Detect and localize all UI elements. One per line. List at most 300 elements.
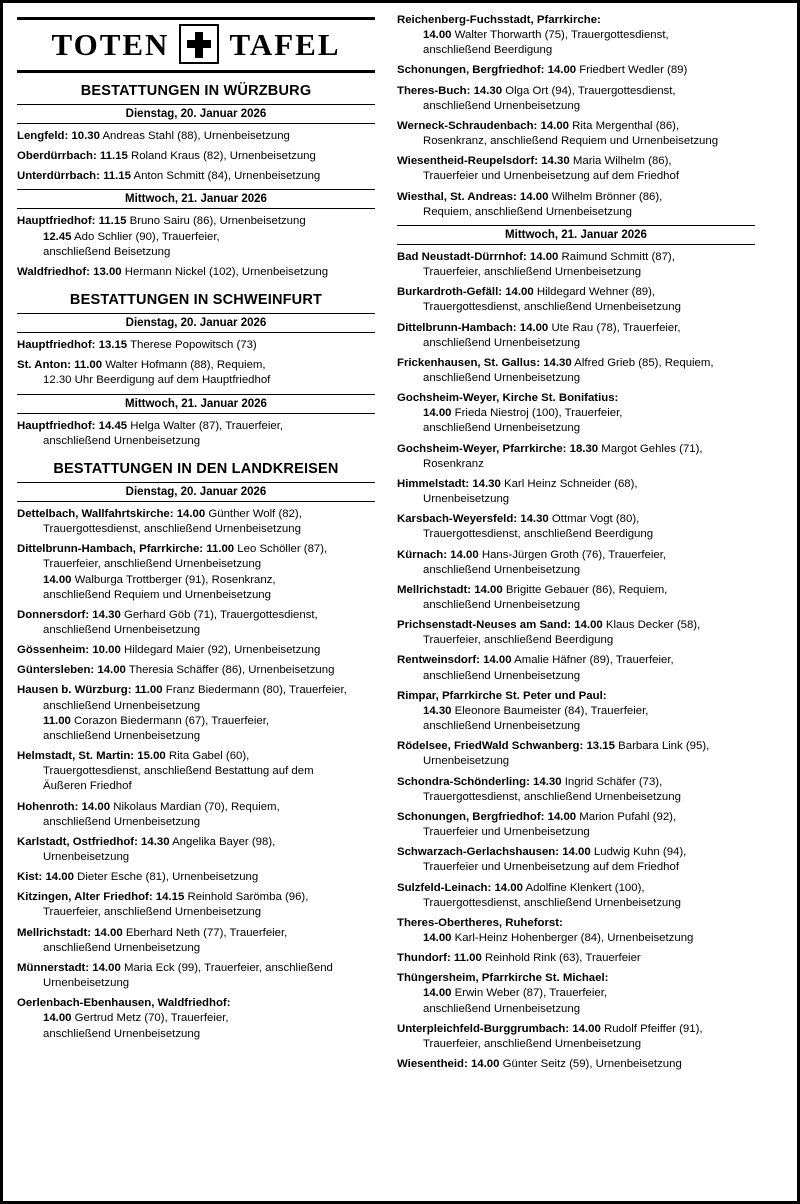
entry-time: 11.00 xyxy=(43,714,71,727)
entry-place-time: Waldfriedhof: 13.00 xyxy=(17,265,122,278)
entry-detail: Trauerfeier, anschließend Urnenbeisetzung xyxy=(43,906,262,919)
entry-detail: Trauergottesdienst, anschließend Urnenbeisetzung xyxy=(423,896,681,909)
entry-detail: Adolfine Klenkert (100), xyxy=(522,881,645,894)
entry-detail: Marion Pufahl (92), xyxy=(576,810,677,823)
entry-line xyxy=(17,245,375,260)
entry-detail: Urnenbeisetzung xyxy=(43,851,130,863)
entry-detail: Ottmar Vogt (80), xyxy=(548,513,640,526)
funeral-entry xyxy=(17,835,375,865)
entry-detail: Trauergottesdienst, anschließend Urnenbeisetzung xyxy=(423,790,681,803)
entry-detail: 12.30 Uhr Beerdigung auf dem Hauptfriedhof xyxy=(43,374,271,387)
entry-detail: Hildegard Maier (92), Urnenbeisetzung xyxy=(120,644,321,657)
entry-detail: Anton Schmitt (84), Urnenbeisetzung xyxy=(130,170,321,183)
entry-line xyxy=(17,434,375,449)
funeral-entry xyxy=(397,583,755,613)
entry-line xyxy=(397,618,755,633)
entry-detail: anschließend Urnenbeisetzung xyxy=(423,563,581,576)
entry-detail: Urnenbeisetzung xyxy=(423,755,510,768)
entry-line xyxy=(17,961,375,976)
entry-line xyxy=(17,214,375,229)
entry-line xyxy=(17,996,375,1011)
entry-line xyxy=(397,119,755,134)
funeral-entry xyxy=(397,845,755,875)
funeral-entry xyxy=(17,890,375,920)
entry-line xyxy=(17,890,375,905)
entry-line xyxy=(397,719,755,734)
entry-line xyxy=(397,13,755,28)
entry-place-time: Karsbach-Weyersfeld: 14.30 xyxy=(397,513,549,526)
entry-line xyxy=(397,28,755,43)
entry-detail: Gertrud Metz (70), Trauerfeier, xyxy=(71,1012,229,1025)
funeral-entry xyxy=(397,84,755,114)
entry-detail: Hermann Nickel (102), Urnenbeisetzung xyxy=(121,265,329,278)
entry-line xyxy=(397,512,755,527)
entry-detail: Eberhard Neth (77), Trauerfeier, xyxy=(122,926,288,939)
entry-line xyxy=(397,669,755,684)
entry-place-time: Mellrichstadt: 14.00 xyxy=(17,926,123,939)
entry-line xyxy=(17,941,375,956)
entry-line xyxy=(397,285,755,300)
entry-place-time: Thüngersheim, Pfarrkirche St. Michael: xyxy=(397,972,609,985)
entry-place-time: Güntersleben: 14.00 xyxy=(17,664,126,677)
entry-line xyxy=(17,683,375,698)
entry-line xyxy=(397,321,755,336)
entry-detail: anschließend Urnenbeisetzung xyxy=(43,623,201,636)
entry-detail: Bruno Sairu (86), Urnenbeisetzung xyxy=(126,215,306,228)
entry-detail: Trauergottesdienst, anschließend Urnenbeisetzung xyxy=(43,523,301,536)
masthead-left-word: TOTEN xyxy=(51,26,170,62)
funeral-entry xyxy=(17,129,375,144)
entry-place-time: Hohenroth: 14.00 xyxy=(17,800,111,813)
section-heading: BESTATTUNGEN IN SCHWEINFURT xyxy=(69,292,323,309)
entry-place-time: Wiesthal, St. Andreas: 14.00 xyxy=(397,190,549,203)
entry-detail: Trauerfeier, anschließend Urnenbeisetzung xyxy=(423,1037,642,1050)
entry-time: 14.00 xyxy=(43,573,72,586)
entry-line xyxy=(17,714,375,729)
entry-detail: Gerhard Göb (71), Trauergottesdienst, xyxy=(120,608,318,621)
left-column xyxy=(17,13,375,1195)
entry-place-time: Dettelbach, Wallfahrtskirche: 14.00 xyxy=(17,507,206,520)
entry-detail: anschließend Urnenbeisetzung xyxy=(43,699,201,712)
funeral-entry xyxy=(17,608,375,638)
entry-detail: anschließend Urnenbeisetzung xyxy=(423,599,581,611)
entry-place-time: Hauptfriedhof: 14.45 xyxy=(17,419,128,432)
funeral-entry xyxy=(397,190,755,220)
entry-detail: Rosenkranz xyxy=(423,457,484,470)
entry-line xyxy=(397,336,755,351)
entry-detail: Erwin Weber (87), Trauerfeier, xyxy=(451,987,608,1000)
entry-place-time: Lengfeld: 10.30 xyxy=(17,130,100,142)
funeral-entry xyxy=(17,265,375,280)
entry-line xyxy=(397,43,755,58)
entry-line xyxy=(397,154,755,169)
entry-line xyxy=(17,358,375,373)
entry-line xyxy=(17,905,375,920)
funeral-entry xyxy=(17,926,375,956)
funeral-entry xyxy=(17,214,375,259)
entry-detail: anschließend Urnenbeisetzung xyxy=(43,815,201,828)
funeral-entry xyxy=(397,13,755,58)
entry-line xyxy=(17,608,375,623)
funeral-entry xyxy=(17,338,375,353)
section-heading: BESTATTUNGEN IN WÜRZBURG xyxy=(80,83,312,99)
funeral-entry xyxy=(397,1057,755,1072)
entry-detail: Wilhelm Brönner (86), xyxy=(548,190,663,203)
entry-detail: Amalie Häfner (89), Trauerfeier, xyxy=(511,654,674,667)
funeral-entry xyxy=(397,810,755,840)
entry-detail: Eleonore Baumeister (84), Trauerfeier, xyxy=(451,704,649,717)
funeral-entry xyxy=(397,154,755,184)
entry-place-time: St. Anton: 11.00 xyxy=(17,359,103,372)
funeral-entry xyxy=(397,250,755,280)
entry-line xyxy=(17,779,375,794)
entry-place-time: Gochsheim-Weyer, Kirche St. Bonifatius: xyxy=(397,392,619,405)
entry-line xyxy=(397,457,755,472)
entry-place-time: Bad Neustadt-Dürrnhof: 14.00 xyxy=(397,250,559,263)
funeral-entry xyxy=(17,507,375,537)
entry-detail: Ingrid Schäfer (73), xyxy=(561,775,663,788)
entry-line xyxy=(17,557,375,572)
funeral-entry xyxy=(397,285,755,315)
funeral-entry xyxy=(397,739,755,769)
entry-place-time: Wiesentheid: 14.00 xyxy=(397,1058,500,1071)
entry-line xyxy=(17,507,375,522)
entry-detail: Walter Hofmann (88), Requiem, xyxy=(102,359,266,372)
entry-detail: Hildegard Wehner (89), xyxy=(533,286,656,299)
entry-line xyxy=(397,99,755,114)
funeral-entry xyxy=(397,512,755,542)
entry-detail: Theresia Schäffer (86), Urnenbeisetzung xyxy=(125,664,335,677)
entry-line xyxy=(17,1027,375,1042)
entry-detail: anschließend Beisetzung xyxy=(43,245,171,258)
entry-detail: anschließend Urnenbeisetzung xyxy=(423,336,581,349)
entry-detail: Klaus Decker (58), xyxy=(602,619,701,632)
entry-detail: Ute Rau (78), Trauerfeier, xyxy=(548,321,681,334)
entry-line xyxy=(397,1057,755,1072)
entry-line xyxy=(397,598,755,613)
funeral-entry xyxy=(17,358,375,388)
entry-detail: Corazon Biedermann (67), Trauerfeier, xyxy=(70,714,270,727)
entry-detail: Trauerfeier, anschließend Urnenbeisetzung xyxy=(43,558,262,571)
entry-line xyxy=(17,926,375,941)
right-column xyxy=(397,13,755,1195)
entry-time: 14.00 xyxy=(43,1012,72,1025)
entry-detail: Helga Walter (87), Trauerfeier, xyxy=(127,419,284,432)
date-heading: Mittwoch, 21. Januar 2026 xyxy=(17,394,375,414)
entry-detail: Andreas Stahl (88), Urnenbeisetzung xyxy=(99,130,290,142)
entry-detail: anschließend Urnenbeisetzung xyxy=(423,99,581,112)
funeral-entry xyxy=(397,971,755,1016)
entry-detail: Trauerfeier und Urnenbeisetzung xyxy=(423,826,590,839)
entry-line xyxy=(397,1037,755,1052)
entry-detail: Trauergottesdienst, anschließend Urnenbeisetzung xyxy=(423,301,681,314)
entry-detail: Rita Gabel (60), xyxy=(165,750,250,763)
masthead xyxy=(17,17,375,73)
entry-place-time: Schwarzach-Gerlachshausen: 14.00 xyxy=(397,846,591,859)
entry-place-time: Hauptfriedhof: 11.15 xyxy=(17,215,127,228)
entry-place-time: Reichenberg-Fuchsstadt, Pfarrkirche: xyxy=(397,14,601,26)
funeral-entry xyxy=(17,643,375,658)
entry-detail: Trauerfeier und Urnenbeisetzung auf dem Friedhof xyxy=(423,170,680,183)
entry-detail: Reinhold Sarömba (96), xyxy=(184,891,309,904)
entry-line xyxy=(397,1002,755,1017)
right-column-body xyxy=(397,13,755,1072)
entry-place-time: Dittelbrunn-Hambach, Pfarrkirche: 11.00 xyxy=(17,543,235,556)
entry-line xyxy=(17,522,375,537)
entry-detail: anschließend Urnenbeisetzung xyxy=(423,371,581,384)
entry-line xyxy=(397,190,755,205)
entry-line xyxy=(397,971,755,986)
left-column-body xyxy=(17,83,375,1042)
entry-line xyxy=(397,205,755,220)
entry-time: 12.45 xyxy=(43,230,72,243)
entry-place-time: Gössenheim: 10.00 xyxy=(17,644,121,657)
entry-place-time: Hausen b. Würzburg: 11.00 xyxy=(17,684,163,697)
entry-detail: Rita Mergenthal (86), xyxy=(568,119,680,132)
funeral-entry xyxy=(397,1022,755,1052)
funeral-entry xyxy=(397,916,755,946)
entry-place-time: Schonungen, Bergfriedhof: 14.00 xyxy=(397,810,577,823)
funeral-entry xyxy=(397,618,755,648)
entry-line xyxy=(17,338,375,353)
funeral-entry xyxy=(397,689,755,734)
entry-line xyxy=(397,371,755,386)
entry-detail: Karl-Heinz Hohenberger (84), Urnenbeisetzung xyxy=(451,931,694,944)
entry-line xyxy=(397,653,755,668)
entry-line xyxy=(397,825,755,840)
cross-icon xyxy=(179,24,219,64)
entry-detail: Reinhold Rink (63), Trauerfeier xyxy=(481,952,641,965)
date-heading: Dienstag, 20. Januar 2026 xyxy=(17,482,375,502)
entry-detail: anschließend Beerdigung xyxy=(423,44,553,57)
entry-detail: Angelika Bayer (98), xyxy=(169,835,276,848)
entry-place-time: Prichsenstadt-Neuses am Sand: 14.00 xyxy=(397,619,603,632)
entry-place-time: Donnersdorf: 14.30 xyxy=(17,608,121,621)
entry-place-time: Burkardroth-Gefäll: 14.00 xyxy=(397,286,534,299)
entry-line xyxy=(17,643,375,658)
entry-time: 14.00 xyxy=(423,29,452,42)
entry-place-time: Kitzingen, Alter Friedhof: 14.15 xyxy=(17,891,185,904)
entry-detail: Friedbert Wedler (89) xyxy=(576,64,688,77)
entry-line xyxy=(397,689,755,704)
entry-detail: Alfred Grieb (85), Requiem, xyxy=(571,356,714,369)
entry-place-time: Hauptfriedhof: 13.15 xyxy=(17,339,128,352)
funeral-entry xyxy=(397,477,755,507)
entry-place-time: Theres-Buch: 14.30 xyxy=(397,84,503,97)
entry-place-time: Wiesentheid-Reupelsdorf: 14.30 xyxy=(397,155,570,168)
entry-line xyxy=(397,421,755,436)
entry-line xyxy=(397,739,755,754)
entry-detail: Äußeren Friedhof xyxy=(43,780,132,793)
funeral-entry xyxy=(17,996,375,1041)
entry-line xyxy=(17,542,375,557)
funeral-entry xyxy=(397,442,755,472)
funeral-entry xyxy=(397,775,755,805)
funeral-entry xyxy=(397,951,755,966)
entry-place-time: Schonungen, Bergfriedhof: 14.00 xyxy=(397,64,577,77)
entry-line xyxy=(17,1011,375,1026)
entry-detail: Leo Schöller (87), xyxy=(234,543,328,556)
entry-line xyxy=(397,881,755,896)
entry-line xyxy=(397,527,755,542)
entry-detail: Trauerfeier und Urnenbeisetzung auf dem Friedhof xyxy=(423,861,680,874)
entry-detail: Therese Popowitsch (73) xyxy=(127,339,257,352)
entry-detail: Trauergottesdienst, anschließend Beerdigung xyxy=(423,528,654,541)
entry-place-time: Oberdürrbach: 11.15 xyxy=(17,150,128,163)
entry-detail: Walburga Trottberger (91), Rosenkranz, xyxy=(71,573,276,586)
entry-line xyxy=(397,754,755,769)
date-heading: Dienstag, 20. Januar 2026 xyxy=(17,313,375,333)
entry-line xyxy=(397,134,755,149)
entry-line xyxy=(397,406,755,421)
entry-detail: anschließend Urnenbeisetzung xyxy=(43,434,201,447)
funeral-entry xyxy=(17,870,375,885)
date-heading: Mittwoch, 21. Januar 2026 xyxy=(17,189,375,209)
entry-detail: Barbara Link (95), xyxy=(614,740,710,753)
entry-place-time: Helmstadt, St. Martin: 15.00 xyxy=(17,750,166,763)
entry-line xyxy=(17,976,375,991)
entry-detail: anschließend Urnenbeisetzung xyxy=(423,720,581,733)
entry-line xyxy=(397,1022,755,1037)
entry-line xyxy=(17,419,375,434)
section-heading: BESTATTUNGEN IN DEN LANDKREISEN xyxy=(53,460,339,477)
entry-line xyxy=(17,815,375,830)
entry-line xyxy=(17,265,375,280)
entry-line xyxy=(397,442,755,457)
entry-line xyxy=(397,356,755,371)
entry-line xyxy=(17,623,375,638)
entry-line xyxy=(397,563,755,578)
entry-time: 14.00 xyxy=(423,931,452,944)
entry-place-time: Karlstadt, Ostfriedhof: 14.30 xyxy=(17,835,170,848)
entry-detail: Walter Thorwarth (75), Trauergottesdienst, xyxy=(451,29,669,42)
entry-line xyxy=(397,951,755,966)
entry-place-time: Theres-Obertheres, Ruheforst: xyxy=(397,916,563,929)
entry-detail: Günther Wolf (82), xyxy=(205,507,302,520)
entry-detail: Rudolf Pfeiffer (91), xyxy=(600,1022,703,1035)
funeral-entry xyxy=(397,391,755,436)
entry-place-time: Thundorf: 11.00 xyxy=(397,952,482,965)
entry-line xyxy=(17,149,375,164)
entry-line xyxy=(397,790,755,805)
entry-detail: anschließend Urnenbeisetzung xyxy=(43,729,201,742)
entry-detail: Margot Gehles (71), xyxy=(598,442,703,455)
entry-line xyxy=(397,986,755,1001)
entry-place-time: Mellrichstadt: 14.00 xyxy=(397,583,503,596)
entry-detail: Rosenkranz, anschließend Requiem und Urnenbeisetzung xyxy=(423,135,719,148)
funeral-entry xyxy=(17,683,375,744)
entry-place-time: Unterpleichfeld-Burggrumbach: 14.00 xyxy=(397,1022,601,1035)
entry-detail: Trauergottesdienst, anschließend Bestattung auf dem xyxy=(43,765,314,778)
entry-line xyxy=(397,265,755,280)
entry-detail: Urnenbeisetzung xyxy=(43,977,130,990)
entry-detail: Requiem, anschließend Urnenbeisetzung xyxy=(423,205,632,218)
entry-place-time: Schondra-Schönderling: 14.30 xyxy=(397,775,562,788)
entry-place-time: Kist: 14.00 xyxy=(17,871,74,884)
entry-time: 14.00 xyxy=(423,407,452,420)
funeral-entry xyxy=(17,961,375,991)
entry-detail: Brigitte Gebauer (86), Requiem, xyxy=(502,583,668,596)
funeral-entry xyxy=(397,63,755,78)
funeral-entry xyxy=(17,663,375,678)
entry-line xyxy=(17,373,375,388)
entry-detail: anschließend Urnenbeisetzung xyxy=(423,422,581,435)
funeral-entry xyxy=(397,653,755,683)
funeral-entry xyxy=(17,149,375,164)
two-column-layout xyxy=(17,13,783,1195)
entry-line xyxy=(397,300,755,315)
entry-place-time: Frickenhausen, St. Gallus: 14.30 xyxy=(397,356,572,369)
funeral-entry xyxy=(17,419,375,449)
funeral-entry xyxy=(17,542,375,603)
entry-place-time: Rimpar, Pfarrkirche St. Peter und Paul: xyxy=(397,689,607,702)
entry-place-time: Rentweinsdorf: 14.00 xyxy=(397,654,512,667)
entry-detail: Nikolaus Mardian (70), Requiem, xyxy=(110,800,280,813)
entry-line xyxy=(17,870,375,885)
entry-time: 14.30 xyxy=(423,704,452,717)
entry-detail: anschließend Urnenbeisetzung xyxy=(43,941,201,954)
entry-line xyxy=(397,548,755,563)
entry-line xyxy=(17,835,375,850)
entry-line xyxy=(397,860,755,875)
entry-line xyxy=(397,633,755,648)
entry-line xyxy=(17,764,375,779)
entry-detail: anschließend Requiem und Urnenbeisetzung xyxy=(43,588,271,601)
entry-place-time: Dittelbrunn-Hambach: 14.00 xyxy=(397,321,549,334)
date-heading: Dienstag, 20. Januar 2026 xyxy=(17,104,375,124)
funeral-entry xyxy=(17,800,375,830)
entry-detail: Günter Seitz (59), Urnenbeisetzung xyxy=(499,1058,682,1071)
entry-detail: Trauerfeier, anschließend Urnenbeisetzung xyxy=(423,266,642,279)
funeral-entry xyxy=(397,356,755,386)
date-heading: Mittwoch, 21. Januar 2026 xyxy=(397,225,755,245)
entry-time: 14.00 xyxy=(423,987,452,1000)
entry-line xyxy=(397,250,755,265)
entry-line xyxy=(17,573,375,588)
entry-line xyxy=(397,391,755,406)
entry-line xyxy=(17,588,375,603)
entry-line xyxy=(17,749,375,764)
entry-line xyxy=(17,800,375,815)
entry-line xyxy=(397,169,755,184)
entry-detail: anschließend Urnenbeisetzung xyxy=(423,1002,581,1015)
entry-line xyxy=(17,169,375,184)
entry-line xyxy=(17,699,375,714)
entry-line xyxy=(397,931,755,946)
entry-line xyxy=(397,477,755,492)
entry-line xyxy=(397,896,755,911)
funeral-entry xyxy=(397,119,755,149)
entry-detail: Dieter Esche (81), Urnenbeisetzung xyxy=(73,871,259,884)
entry-line xyxy=(397,845,755,860)
entry-detail: Urnenbeisetzung xyxy=(423,493,510,506)
entry-detail: anschließend Urnenbeisetzung xyxy=(43,1027,201,1040)
entry-detail: Franz Biedermann (80), Trauerfeier, xyxy=(162,684,347,697)
entry-detail: Maria Wilhelm (86), xyxy=(569,155,672,168)
entry-detail: Ludwig Kuhn (94), xyxy=(590,846,687,859)
entry-line xyxy=(397,775,755,790)
entry-place-time: Gochsheim-Weyer, Pfarrkirche: 18.30 xyxy=(397,442,599,455)
funeral-entry xyxy=(17,169,375,184)
entry-line xyxy=(17,663,375,678)
entry-detail: Karl Heinz Schneider (68), xyxy=(500,477,638,490)
entry-place-time: Unterdürrbach: 11.15 xyxy=(17,170,131,183)
entry-line xyxy=(397,810,755,825)
funeral-entry xyxy=(17,749,375,794)
funeral-entry xyxy=(397,321,755,351)
entry-place-time: Münnerstadt: 14.00 xyxy=(17,961,121,974)
entry-place-time: Kürnach: 14.00 xyxy=(397,548,479,561)
